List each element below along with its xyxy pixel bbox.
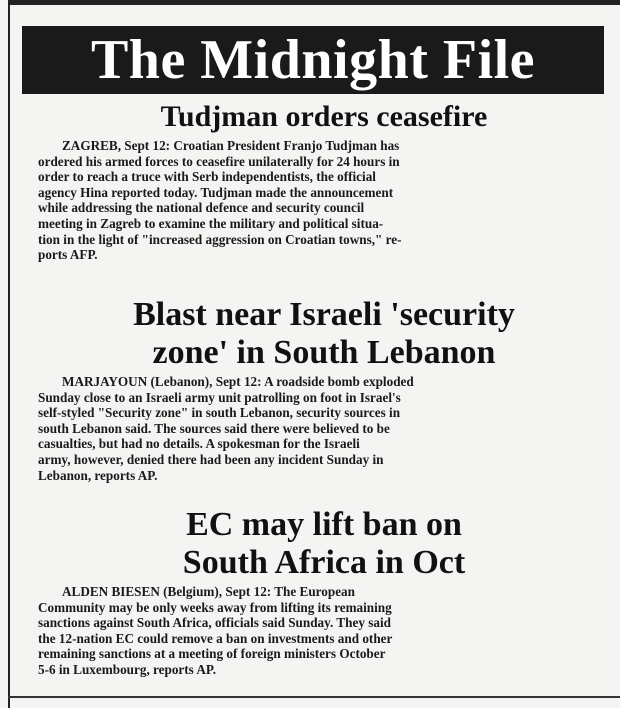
body-line: remaining sanctions at a meeting of foreign ministers October <box>38 646 386 662</box>
body-line: self-styled "Security zone" in south Lebanon, security sources in <box>38 405 401 421</box>
article-body-lebanon <box>38 374 610 483</box>
masthead-banner <box>22 26 604 94</box>
article-body-tudjman <box>38 138 610 263</box>
headline-lebanon <box>38 296 610 372</box>
headline-line: EC may lift ban on <box>186 506 462 543</box>
body-line: ports AFP. <box>38 247 98 263</box>
body-line: tion in the light of "increased aggression on Croatian towns," re- <box>38 231 402 247</box>
body-line: casualties, but had no details. A spokesman for the Israeli <box>38 436 360 452</box>
story-lebanon <box>38 296 610 483</box>
masthead-title: The Midnight File <box>90 29 536 91</box>
headline-line: Tudjman orders ceasefire <box>160 100 488 133</box>
headline-tudjman <box>38 100 610 134</box>
bottom-rule <box>8 696 620 698</box>
story-tudjman <box>38 100 610 263</box>
body-line: 5-6 in Luxembourg, reports AP. <box>38 661 217 677</box>
body-line: meeting in Zagreb to examine the military and political situa- <box>38 215 384 231</box>
body-line: ALDEN BIESEN (Belgium), Sept 12: The European <box>62 584 355 599</box>
top-rule <box>8 0 620 5</box>
column-rule <box>8 0 10 708</box>
headline-line: Blast near Israeli 'security <box>133 296 515 333</box>
headline-line: South Africa in Oct <box>182 544 466 581</box>
body-line: ordered his armed forces to ceasefire unilaterally for 24 hours in <box>38 153 400 169</box>
body-line: ZAGREB, Sept 12: Croatian President Franjo Tudjman has <box>62 138 400 153</box>
body-line: the 12-nation EC could remove a ban on investments and other <box>38 630 393 646</box>
body-line: sanctions against South Africa, officials said Sunday. They said <box>38 615 391 631</box>
article-body-ec <box>38 584 610 678</box>
body-line: Lebanon, reports AP. <box>38 467 158 483</box>
body-line: order to reach a truce with Serb independentists, the official <box>38 169 376 185</box>
headline-ec <box>38 506 610 582</box>
body-line: while addressing the national defence and security council <box>38 200 365 216</box>
body-line: Sunday close to an Israeli army unit patrolling on foot in Israel's <box>38 389 401 405</box>
body-line: south Lebanon said. The sources said there were believed to be <box>38 420 390 436</box>
story-ec-south-africa <box>38 506 610 678</box>
headline-line: zone' in South Lebanon <box>152 334 496 371</box>
body-line: MARJAYOUN (Lebanon), Sept 12: A roadside bomb exploded <box>62 374 414 389</box>
body-line: agency Hina reported today. Tudjman made the announcement <box>38 184 394 200</box>
body-line: army, however, denied there had been any incident Sunday in <box>38 451 384 467</box>
body-line: Community may be only weeks away from lifting its remaining <box>38 599 392 615</box>
